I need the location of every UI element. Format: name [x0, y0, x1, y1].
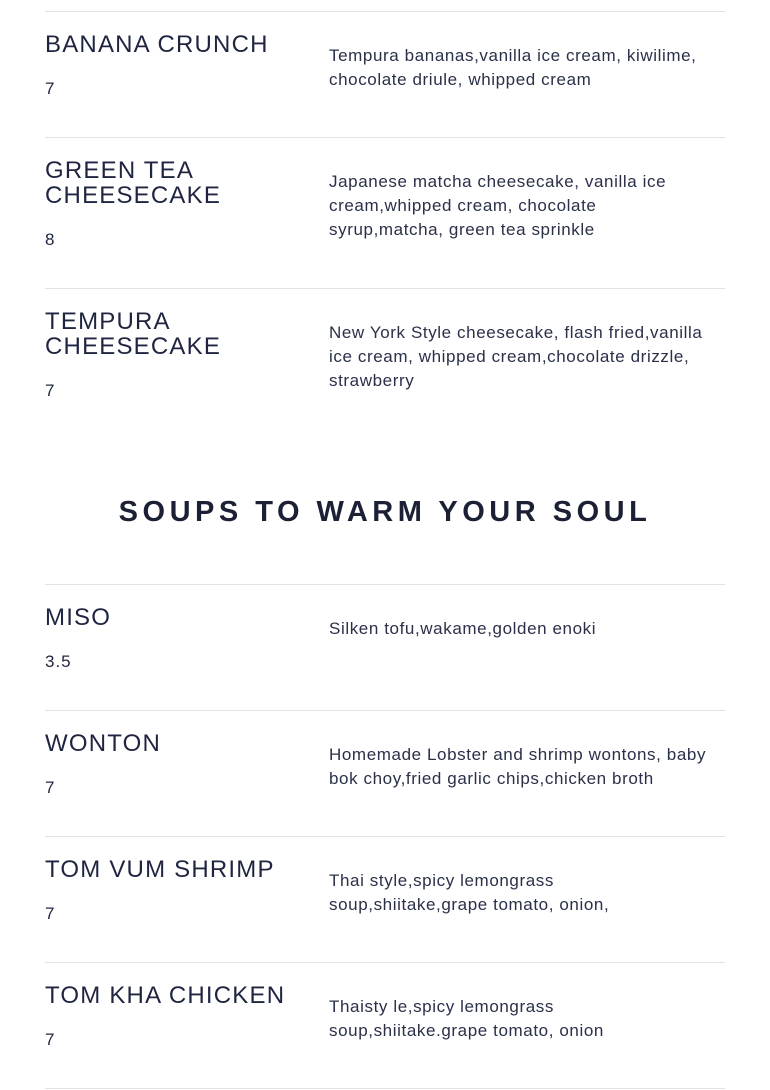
- item-name: GREEN TEA CHEESECAKE: [45, 157, 222, 209]
- item-description: Tempura bananas,vanilla ice cream, kiwilime, chocolate driule, whipped cream: [329, 46, 697, 89]
- item-price: 7: [45, 79, 56, 98]
- divider: [45, 584, 725, 585]
- item-price: 7: [45, 904, 56, 923]
- section-title: SOUPS TO WARM YOUR SOUL: [118, 496, 652, 528]
- item-description: Thai style,spicy lemongrass soup,shiitake,grape tomato, onion,: [329, 871, 610, 914]
- item-name: TOM VUM SHRIMP: [45, 856, 275, 883]
- item-price: 8: [45, 230, 56, 249]
- item-price: 7: [45, 1030, 56, 1049]
- item-name: TOM KHA CHICKEN: [45, 982, 286, 1009]
- divider: [45, 288, 725, 289]
- item-description: Silken tofu,wakame,golden enoki: [329, 619, 597, 638]
- item-name: TEMPURA CHEESECAKE: [45, 308, 222, 360]
- item-price: 3.5: [45, 652, 72, 671]
- divider: [45, 962, 725, 963]
- item-name: WONTON: [45, 730, 162, 757]
- divider: [45, 11, 725, 12]
- item-description: Japanese matcha cheesecake, vanilla ice cream,whipped cream, chocolate syrup,matcha, green tea sprinkle: [329, 172, 667, 239]
- item-description: New York Style cheesecake, flash fried,vanilla ice cream, whipped cream,chocolate drizzle, strawberry: [329, 323, 703, 390]
- divider: [45, 1088, 725, 1089]
- divider: [45, 710, 725, 711]
- item-name: BANANA CRUNCH: [45, 31, 269, 58]
- item-description: Thaisty le,spicy lemongrass soup,shiitake.grape tomato, onion: [329, 997, 604, 1040]
- item-price: 7: [45, 381, 56, 400]
- divider: [45, 137, 725, 138]
- item-price: 7: [45, 778, 56, 797]
- divider: [45, 836, 725, 837]
- item-name: MISO: [45, 604, 112, 631]
- item-description: Homemade Lobster and shrimp wontons, baby bok choy,fried garlic chips,chicken broth: [329, 745, 707, 788]
